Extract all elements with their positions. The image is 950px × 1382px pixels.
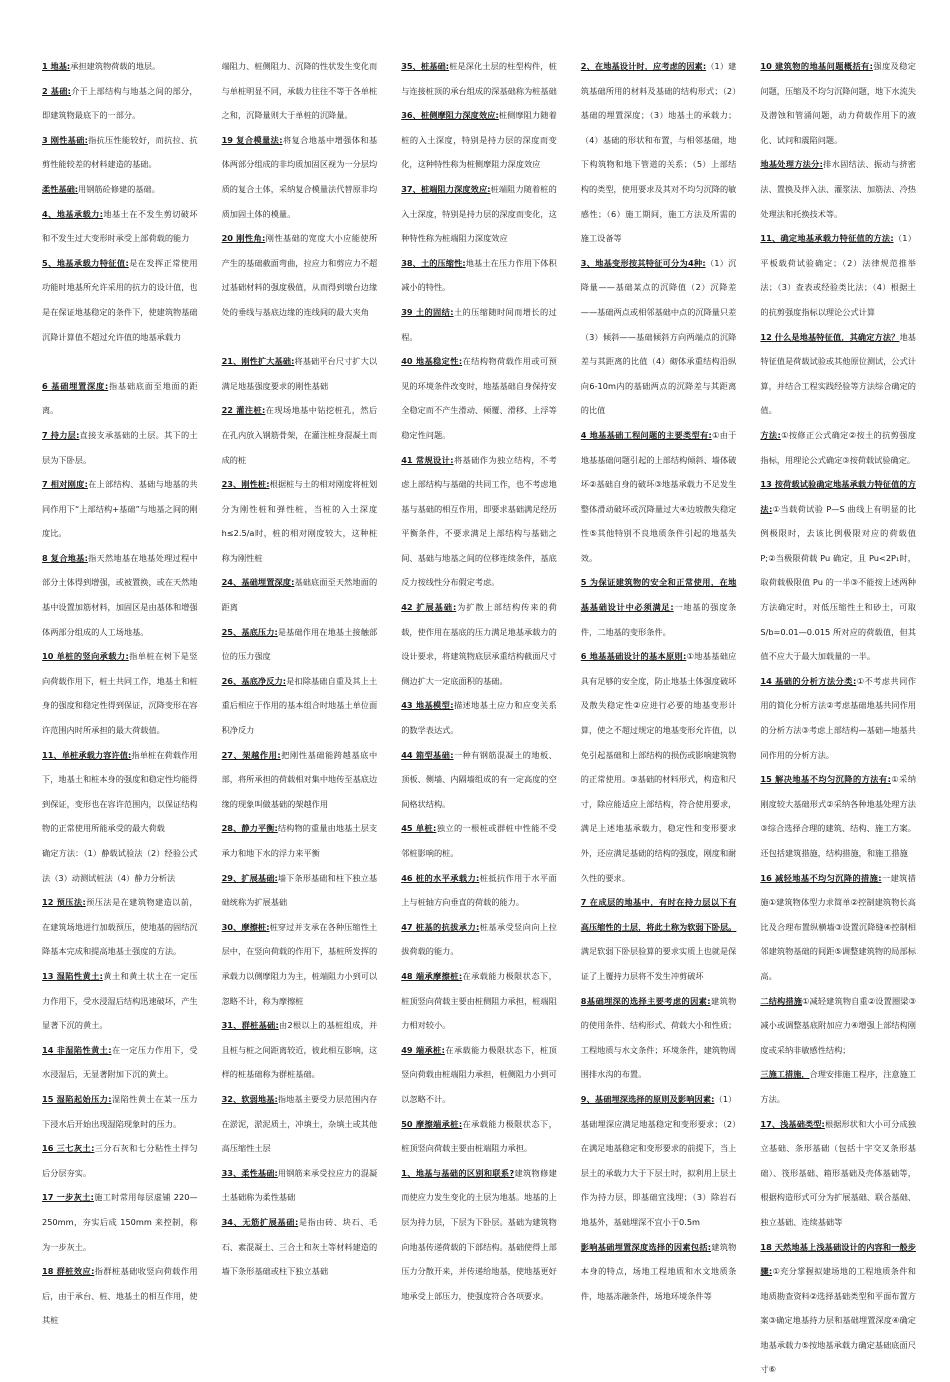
definition-paragraph: [222, 570, 378, 619]
definition-paragraph: [222, 866, 378, 915]
definition-text: 独立的一根桩或群桩中性能不受邻桩影响的桩。: [401, 823, 557, 858]
term-label: 8 复合地基:: [42, 553, 88, 563]
term-label: 影响基础埋置深度选择的因素包括:: [581, 1242, 711, 1252]
definition-text: 描述地基土应力和应变关系的数学表达式。: [401, 700, 557, 735]
definition-paragraph: [222, 915, 378, 1013]
term-label: 地基处理方法分:: [760, 159, 823, 169]
term-label: 45 单桩:: [401, 823, 436, 833]
definition-text: 是扣除基础自重及其上土重后相应于作用的基本组合时地基土单位面积净反力: [222, 676, 378, 735]
definition-paragraph: [401, 743, 557, 817]
term-label: 28、静力平衡:: [222, 823, 278, 833]
term-label: 2、在地基设计时，应考虑的因素:: [581, 61, 706, 71]
definition-text: 地基土在不发生剪切破坏和不发生过大变形时承受上部荷载的能力: [42, 209, 198, 244]
definition-paragraph: [42, 79, 198, 128]
definition-text: 结构物的重量由地基土层支承力和地下水的浮力来平衡: [222, 823, 378, 858]
term-label: 11、确定地基承载力特征值的方法:: [760, 233, 893, 243]
term-label: 2 基础:: [42, 86, 71, 96]
term-label: 35、桩基础:: [401, 61, 449, 71]
definition-paragraph: [401, 251, 557, 300]
definition-paragraph: [760, 226, 916, 324]
term-label: 49 端承桩:: [401, 1045, 445, 1055]
term-label: 23、刚性桩:: [222, 479, 270, 489]
text-column: [42, 54, 198, 1330]
definition-paragraph: [222, 226, 378, 324]
term-label: 27、架越作用:: [222, 750, 281, 760]
definition-paragraph: [760, 423, 916, 472]
definition-text: ①减轻建筑物自重②设置圈梁③减小或调整基底附加应力④增强上部结构刚度或采纳非敏感性结构；: [760, 996, 916, 1055]
definition-text: 将基础作为独立结构，不考虑上部结构与基础的共同工作，也不考虑地基与基础的相互作用，即要求基础满足经历平衡条件，不要求满足上部结构与基础之间、基础与地基之间的位移连续条件，基底反力按线性分布假定考虑。: [401, 455, 557, 588]
term-label: 10 单桩的竖向承载力:: [42, 651, 129, 661]
definition-text: 是指由砖、块石、毛石、素混凝土、三合土和灰土等材料建造的墙下条形基础或柱下独立基础: [222, 1217, 378, 1276]
definition-paragraph: [42, 128, 198, 177]
definition-text: 桩抵抗作用于水平面上与桩轴方向垂直的荷载的能力。: [401, 873, 557, 908]
definition-paragraph: [42, 251, 198, 349]
definition-text: 建筑物修建而使应力发生变化的土层为地基。地基的上层为持力层，下层为下卧层。基础为建筑物向地基传递荷载的下部结构。基础使得上部压力分散开来，并传递给地基，使地基更好地承受上部压力，使强度符合各项要求。: [401, 1168, 557, 1301]
definition-paragraph: [222, 54, 378, 128]
definition-paragraph: [581, 423, 737, 571]
definition-paragraph: [42, 472, 198, 546]
definition-paragraph: [760, 152, 916, 226]
definition-text: 一地基的强度条件，二地基的变形条件。: [581, 602, 737, 637]
definition-paragraph: [42, 177, 198, 202]
document-page: [42, 54, 916, 1330]
definition-paragraph: [222, 1161, 378, 1210]
term-label: 3、地基变形按其特征可分为4种:: [581, 258, 706, 268]
definition-text: 桩穿过并支承在各种压缩性土层中，在竖向荷载的作用下，基桩所发挥的承载力以侧摩阻力为主，桩端阻力小到可以忽略不计，称为摩擦桩: [222, 922, 378, 1006]
definition-paragraph: [222, 128, 378, 226]
definition-text: 将复合地基中增强体和基体两部分组成的非均质加固区视为一分层均质的复合土体，采纳复合模量法代替原非均质加固土体的模量。: [222, 135, 378, 219]
term-label: 11、单桩承载力容许值:: [42, 750, 131, 760]
definition-paragraph: [760, 669, 916, 767]
definition-text: 根据形状和大小可分成独立基础、条形基础（包括十字交叉条形基础）、筏形基础、箱形基础及壳体基础等，根据构造形式可分为扩展基础、联合基础、独立基础、连续基础等: [760, 1119, 916, 1227]
term-label: 12 预压法:: [42, 897, 86, 907]
definition-paragraph: [401, 1161, 557, 1309]
definition-text: 在结构物荷载作用或可预见的环境条件改变时，地基基础自身保持安全稳定而不产生滑动、倾覆、滑移、上浮等稳定性问题。: [401, 356, 557, 440]
definition-paragraph: [760, 767, 916, 865]
definition-text: 为扩散上部结构传来的荷载，使作用在基底的压力满足地基承载力的设计要求，将建筑物底层承重结构截面尺寸侧边扩大一定底面积的基础。: [401, 602, 557, 686]
definition-paragraph: [42, 374, 198, 423]
definition-paragraph: [222, 816, 378, 865]
definition-paragraph: [401, 816, 557, 865]
definition-text: 桩基承受竖向向上拉拔荷载的能力。: [401, 922, 557, 957]
term-label: 18 群桩效应:: [42, 1266, 94, 1276]
definition-paragraph: [222, 472, 378, 570]
definition-text: 在承载能力极限状态下，桩顶竖向荷载主要由桩端阻力承担。: [401, 1119, 557, 1154]
definition-paragraph: [42, 841, 198, 890]
definition-paragraph: [401, 1038, 557, 1112]
definition-paragraph: [401, 448, 557, 596]
term-label: 6 基础埋置深度:: [42, 381, 108, 391]
term-label: 30、摩擦桩:: [222, 922, 270, 932]
definition-text: ①按修正公式确定②按土的抗剪强度指标，用理论公式确定③按荷载试验确定。: [760, 430, 916, 465]
definition-paragraph: [222, 1087, 378, 1161]
term-label: 19 复合模量法:: [222, 135, 283, 145]
definition-text: ①充分掌握拟建场地的工程地质条件和地质勘查资料②选择基础类型和平面布置方案③确定地基持力层和基础埋置深度④确定地基承载力⑤按地基承载力确定基础底面尺寸⑥: [760, 1266, 916, 1374]
term-label: 1、地基与基础的区别和联系?: [401, 1168, 514, 1178]
definition-paragraph: [222, 349, 378, 398]
definition-text: 在现场地基中钻挖桩孔，然后在孔内放入钢筋骨架，在灌注桩身混凝土而成的桩: [222, 405, 378, 464]
term-label: 10 建筑物的地基问题概括有:: [760, 61, 873, 71]
term-label: 1 地基:: [42, 61, 70, 71]
term-label: 38、土的压缩性:: [401, 258, 465, 268]
definition-text: 在一定压力作用下，受水浸湿后，无显著附加下沉的黄土。: [42, 1045, 198, 1080]
definition-text: 是在发挥正常使用功能时地基所允许采用的抗力的设计值，也是在保证地基稳定的条件下，使建筑物基础沉降计算值不超过允许值的地基承载力: [42, 258, 198, 342]
definition-text: （1）平板载荷试验确定；（2）法律规范推举法；（3）查表或经验类比法；（4）根据土的抗剪强度指标以理论公式计算: [760, 233, 916, 317]
definition-paragraph: [760, 866, 916, 989]
definition-text: ①地基基础应具有足够的安全度，防止地基土体强度破坏及散失稳定性②应进行必要的地基变形计算，使之不超过规定的地基变形允许值，以免引起基础和上部结构的损伤或影响建筑物的正常使用。③基础的材料形式，构造和尺寸，除应能适应上部结构，符合使用要求，满足上述地基承载力，稳定性和变形要求外，还应满足基础的结构的强度，刚度和耐久性的要求。: [581, 651, 737, 882]
definition-text: 一种有钢筋混凝土的地板、顶板、侧墙、内隔墙组成的有一定高度的空间格状结构。: [401, 750, 557, 809]
term-label: 20 刚性角:: [222, 233, 266, 243]
definition-paragraph: [222, 398, 378, 472]
definition-text: 排水固结法、振动与挤密法、置换及拌入法、灌浆法、加筋法、冷热处理法和托换技术等。: [760, 159, 916, 218]
definition-paragraph: [581, 644, 737, 890]
definition-paragraph: [42, 1185, 198, 1259]
definition-text: 强度及稳定问题，压缩及不均匀沉降问题，地下水流失及潜蚀和管涌问题，动力荷载作用下的液化、试问和震陷问题。: [760, 61, 916, 145]
definition-paragraph: [760, 472, 916, 669]
definition-paragraph: [42, 54, 198, 79]
term-label: 42 扩展基础:: [401, 602, 456, 612]
term-label: 12 什么是地基特征值，其确定方法？: [760, 332, 899, 342]
definition-text: 承担建筑物荷载的地层。: [70, 61, 160, 71]
definition-text: 在上部结构、基础与地基的共同作用下“上部结构+基础”与地基之间的刚度比。: [42, 479, 198, 538]
term-label: 16 三七灰土:: [42, 1143, 94, 1153]
term-label: 26、基底净反力:: [222, 676, 286, 686]
definition-paragraph: [760, 325, 916, 423]
term-label: 15 湿陷起始压力:: [42, 1094, 112, 1104]
definition-paragraph: [581, 1235, 737, 1309]
term-label: 4、地基承载力:: [42, 209, 103, 219]
definition-paragraph: [581, 570, 737, 644]
term-label: 柔性基础:: [42, 184, 78, 194]
term-label: 48 端承摩擦桩:: [401, 971, 462, 981]
term-label: 5 为保证建筑物的安全和正常使用，在地基基础设计中必须满足:: [581, 577, 737, 612]
term-label: 3 刚性基础:: [42, 135, 88, 145]
term-label: 22 灌注桩:: [222, 405, 266, 415]
definition-text: 用钢筋砼修建的基础。: [78, 184, 160, 194]
definition-text: 指基础底面至地面的距离。: [42, 381, 198, 416]
definition-text: 是基础作用在地基土接触部位的压力强度: [222, 627, 378, 662]
term-label: 40 地基稳定性:: [401, 356, 462, 366]
definition-text: ①不考虑共同作用的简化分析方法②考虑基础地基共同作用的分析方法③考虑上部结构—基础—地基共同作用的分析方法。: [760, 676, 916, 760]
definition-paragraph: [401, 103, 557, 177]
term-label: 33、柔性基础:: [222, 1168, 278, 1178]
definition-paragraph: [42, 546, 198, 644]
term-label: 47 桩基的抗拔承力:: [401, 922, 479, 932]
term-label: 44 箱型基础:: [401, 750, 453, 760]
definition-text: 一建筑措施①建筑物体型力求简单②控制建筑物长高比及合理布置纵横墙③设置沉降缝④控制相邻建筑物基础的间距⑤调整建筑物的局部标高。: [760, 873, 916, 981]
term-label: 43 地基模型:: [401, 700, 453, 710]
text-column: [581, 54, 737, 1330]
definition-text: 黄土和黄土状土在一定压力作用下，受水浸湿后结构迅速破坏，产生显著下沉的黄土。: [42, 971, 198, 1030]
definition-paragraph: [42, 1136, 198, 1185]
term-label: 41 常规设计:: [401, 455, 453, 465]
definition-text: ①由于地基基础问题引起的上部结构倾斜、墙体破坏②基础自身的破坏③地基承载力不足发生整体滑动破坏或沉降量过大④边坡散失稳定性⑤其他特别不良地质条件引起的地基失效。: [581, 430, 737, 563]
definition-text: 指地基主要受力层范围内存在淤泥，淤泥质土，冲填土，杂填土或其他高压缩性土层: [222, 1094, 378, 1153]
definition-paragraph: [42, 1259, 198, 1333]
definition-text: （1）基础埋深应满足地基稳定和变形要求；（2）在满足地基稳定和变形要求的前提下，当上层土的承载力大于下层土时，拟利用上层土作为持力层，即基础宜浅埋；（3）除岩石地基外，基础埋深不宜小于0.5m: [581, 1094, 737, 1227]
definition-text: 土的压缩随时间而增长的过程。: [401, 307, 557, 342]
term-label: 5、地基承载力特征值:: [42, 258, 129, 268]
definition-text: 将基础平台尺寸扩大以满足地基强度要求的刚性基础: [222, 356, 378, 391]
term-label: 36、桩侧摩阻力深度效应:: [401, 110, 499, 120]
term-label: 9、基础埋深选择的原则及影响因素:: [581, 1094, 715, 1104]
term-label: 14 基础的分析方法分类:: [760, 676, 856, 686]
definition-text: 满足软弱下卧层验算的要求实质上也就是保证了上覆持力层将不发生冲剪破坏: [581, 946, 737, 981]
definition-text: 施工时常用每层虚铺 220—250mm，夯实后成 150mm 来控制，称为一步灰土。: [42, 1192, 198, 1251]
term-label: 18 天然地基上浅基础设计的内容和一般步骤:: [760, 1242, 916, 1277]
definition-text: 确定方法：（1）静载试验法（2）经验公式法（3）动测试桩法（4）静力分析法: [42, 848, 198, 883]
definition-paragraph: [581, 251, 737, 423]
definition-text: 墙下条形基础和柱下独立基础统称为扩展基础: [222, 873, 378, 908]
definition-paragraph: [581, 989, 737, 1087]
definition-paragraph: [401, 693, 557, 742]
term-label: 34、无筋扩展基础:: [222, 1217, 299, 1227]
text-column: [760, 54, 916, 1330]
definition-text: 基础底面至天然地面的距离: [222, 577, 378, 612]
definition-text: 湿陷性黄土在某一压力下浸水后开始出现湿陷现象时的压力。: [42, 1094, 198, 1129]
term-label: 14 非湿陷性黄土:: [42, 1045, 112, 1055]
definition-paragraph: [42, 202, 198, 251]
term-label: 8基础埋深的选择主要考虑的因素:: [581, 996, 711, 1006]
definition-text: 介于上部结构与地基之间的部分，即建筑物最底下的一部分。: [42, 86, 198, 121]
definition-paragraph: [401, 964, 557, 1038]
definition-paragraph: [401, 866, 557, 915]
definition-text: 直接支承基础的土层。其下的土层为下卧层。: [42, 430, 198, 465]
definition-paragraph: [222, 669, 378, 743]
definition-text: 把刚性基础能跨越基底中部，将所承担的荷载相对集中地传至基底边缘的现象叫做基础的架越作用: [222, 750, 378, 809]
definition-text: ①当载荷试验 P—S 曲线上有明显的比例极限时，去该比例极限对应的荷载值 P;②当极限荷载 Pu 确定，且 Pu<2P₁时，取荷载极限值 Pu 的一半③不能按上述两种方法确定时，对低压缩性土和砂土，可取 S/b=0.01—0.015 所对应的荷载值，但其值不应大于最大加载量的一半。: [760, 504, 916, 662]
term-label: 31、群桩基础:: [222, 1020, 279, 1030]
definition-paragraph: [401, 915, 557, 964]
definition-text: 桩端阻力随着桩的入土深度，特别是持力层的深度而变化，这种特性称为桩端阻力深度效应: [401, 184, 557, 243]
definition-paragraph: [401, 595, 557, 693]
definition-text: 指单桩在树下是竖向荷载作用下，桩土共同工作，地基土和桩身的强度和稳定性得到保证，沉降变形在容许范围内时所承担的最大荷载值。: [42, 651, 198, 735]
definition-text: 根据桩与土的相对刚度将桩划分为刚性桩和弹性桩，当桩的入土深度h≤2.5/a时，桩的相对刚度较大，这种桩称为刚性桩: [222, 479, 378, 563]
definition-text: 指群桩基础收竖向荷载作用后，由于承台、桩、地基土的相互作用，使其桩: [42, 1266, 198, 1325]
definition-paragraph: [760, 1062, 916, 1111]
term-label: 32、软弱地基:: [222, 1094, 278, 1104]
term-label: 13 湿陷性黄土:: [42, 971, 103, 981]
definition-paragraph: [222, 743, 378, 817]
definition-text: 预压法是在建筑物建造以前，在建筑场地进行加载预压，使地基的固结沉降基本完成和提高地基土强度的方法。: [42, 897, 198, 956]
term-label: 4 地基基础工程问题的主要类型有:: [581, 430, 712, 440]
definition-text: 在承载能力极限状态下，桩顶竖向荷载由桩端阻力承担，桩侧阻力小到可以忽略不计。: [401, 1045, 557, 1104]
definition-text: 地基特征值是荷载试验或其他原位测试，公式计算，并结合工程实践经验等方法综合确定的值。: [760, 332, 916, 416]
term-label: 15 解决地基不均匀沉降的方法有:: [760, 774, 890, 784]
definition-text: 合理安排施工程序，注意施工方法。: [760, 1069, 916, 1104]
definition-text: 在承载能力极限状态下，桩顶竖向荷载主要由桩侧阻力承担，桩端阻力相对较小。: [401, 971, 557, 1030]
definition-text: 桩侧摩阻力随着桩的入土深度，特别是持力层的深度而变化，这种特性称为桩侧摩阻力深度效应: [401, 110, 557, 169]
definition-text: 指抗压性能较好，而抗拉、抗剪性能较差的材料建造的基础。: [42, 135, 198, 170]
definition-paragraph: [581, 1087, 737, 1235]
term-label: 17、浅基础类型:: [760, 1119, 824, 1129]
term-label: 13 按荷载试验确定地基承载力特征值的方法:: [760, 479, 916, 514]
definition-text: 地基土在压力作用下体积减小的特性。: [401, 258, 557, 293]
definition-paragraph: [222, 620, 378, 669]
definition-paragraph: [760, 1112, 916, 1235]
definition-text: 端阻力、桩侧阻力、沉降的性状发生变化而与单桩明显不同，承载力往往不等于各单桩之和，沉降量则大于单桩的沉降量。: [222, 61, 378, 120]
term-label: 46 桩的水平承载力:: [401, 873, 479, 883]
definition-paragraph: [42, 1087, 198, 1136]
term-label: 三施工措施，: [760, 1069, 809, 1079]
definition-paragraph: [401, 1112, 557, 1161]
term-label: 6 地基基础设计的基本原则:: [581, 651, 687, 661]
definition-text: （1）建筑基础所用的材料及基础的结构形式；（2）基础的埋置深度；（3）地基土的承载力；（4）基础的形状和布置，与相邻基础，地下构筑物和地下管道的关系；（5）上部结构的类型，使用要求及其对不均匀沉降的敏感性；（6）施工期间，施工方法及所需的施工设备等: [581, 61, 737, 243]
definition-text: 桩是深化土层的柱型构件，桩与连接桩顶的承台组成的深基础称为桩基础: [401, 61, 557, 96]
definition-text: 刚性基础的宽度大小应能使所产生的基础截面弯曲，拉应力和剪应力不超过基础材料的强度极值，从而得到墩台边缘处的垂线与基底边缘的连线间的最大夹角: [222, 233, 378, 317]
definition-paragraph: [760, 1235, 916, 1382]
definition-paragraph: [581, 54, 737, 251]
term-label: 21、刚性扩大基础:: [222, 356, 295, 366]
definition-text: 三分石灰和七分粘性土拌匀后分层夯实。: [42, 1143, 198, 1178]
term-label: 24、基础埋置深度:: [222, 577, 295, 587]
definition-paragraph: [401, 177, 557, 251]
definition-paragraph: [42, 743, 198, 841]
definition-paragraph: [401, 349, 557, 447]
definition-text: 建筑物本身的特点，场地工程地质和水文地质条件，地基冻融条件，场地环境条件等: [581, 1242, 737, 1301]
term-label: 7 相对刚度:: [42, 479, 88, 489]
definition-paragraph: [222, 1210, 378, 1284]
definition-paragraph: [401, 300, 557, 349]
definition-paragraph: [401, 54, 557, 103]
definition-paragraph: [42, 1038, 198, 1087]
term-label: 17 一步灰土:: [42, 1192, 94, 1202]
definition-text: 用钢筋来承受拉应力的混凝土基础称为柔性基础: [222, 1168, 378, 1203]
term-label: 7 在成层的地基中，有时在持力层以下有高压缩性的土层，将此土称为软弱下卧层。: [581, 897, 737, 932]
term-label: 29、扩展基础:: [222, 873, 278, 883]
definition-paragraph: [760, 54, 916, 152]
definition-paragraph: [42, 890, 198, 964]
term-label: 二结构措施: [760, 996, 802, 1006]
term-label: 25、基底压力:: [222, 627, 278, 637]
term-label: 39 土的固结:: [401, 307, 453, 317]
text-column: [222, 54, 378, 1330]
term-label: 37、桩端阻力深度效应:: [401, 184, 490, 194]
term-label: 7 持力层:: [42, 430, 79, 440]
term-label: 50 摩擦端承桩:: [401, 1119, 462, 1129]
definition-paragraph: [42, 964, 198, 1038]
definition-text: （1）沉降量——基础某点的沉降值（2）沉降差——基础两点或相邻基础中点的沉降量只差（3）倾斜——基础倾斜方向两端点的沉降差与其距离的比值（4）砌体承重结构沿纵向6-10m内的基础两点的沉降差与其距离的比值: [581, 258, 737, 416]
definition-text: 指单桩在荷载作用下，地基土和桩本身的强度和稳定性均能得到保证，变形也在容许范围内，以保证结构物的正常使用所能承受的最大荷载: [42, 750, 198, 834]
definition-text: 由2根以上的基桩组成，并且桩与桩之间距离较近，彼此相互影响，这样的桩基础称为群桩基础。: [222, 1020, 378, 1079]
term-label: 16 减轻地基不均匀沉降的措施:: [760, 873, 881, 883]
definition-text: 指天然地基在地基处理过程中部分土体得到增强，或被置换，或在天然地基中设置加筋材料，加固区是由基体和增强体两部分组成的人工场地基。: [42, 553, 198, 637]
definition-paragraph: [760, 989, 916, 1063]
term-label: 方法:: [760, 430, 780, 440]
definition-text: 建筑物的使用条件、结构形式、荷载大小和性质；工程地质与水文条件；环境条件，建筑物周围排水沟的布置。: [581, 996, 737, 1080]
definition-paragraph: [222, 1013, 378, 1087]
definition-paragraph: [42, 644, 198, 742]
definition-paragraph: [581, 890, 737, 988]
definition-text: ①采纳刚度较大基础形式②采纳各种地基处理方法③综合选择合理的建筑、结构、施工方案。还包括建筑措施，结构措施，和施工措施: [760, 774, 916, 858]
definition-paragraph: [42, 423, 198, 472]
text-column: [401, 54, 557, 1330]
